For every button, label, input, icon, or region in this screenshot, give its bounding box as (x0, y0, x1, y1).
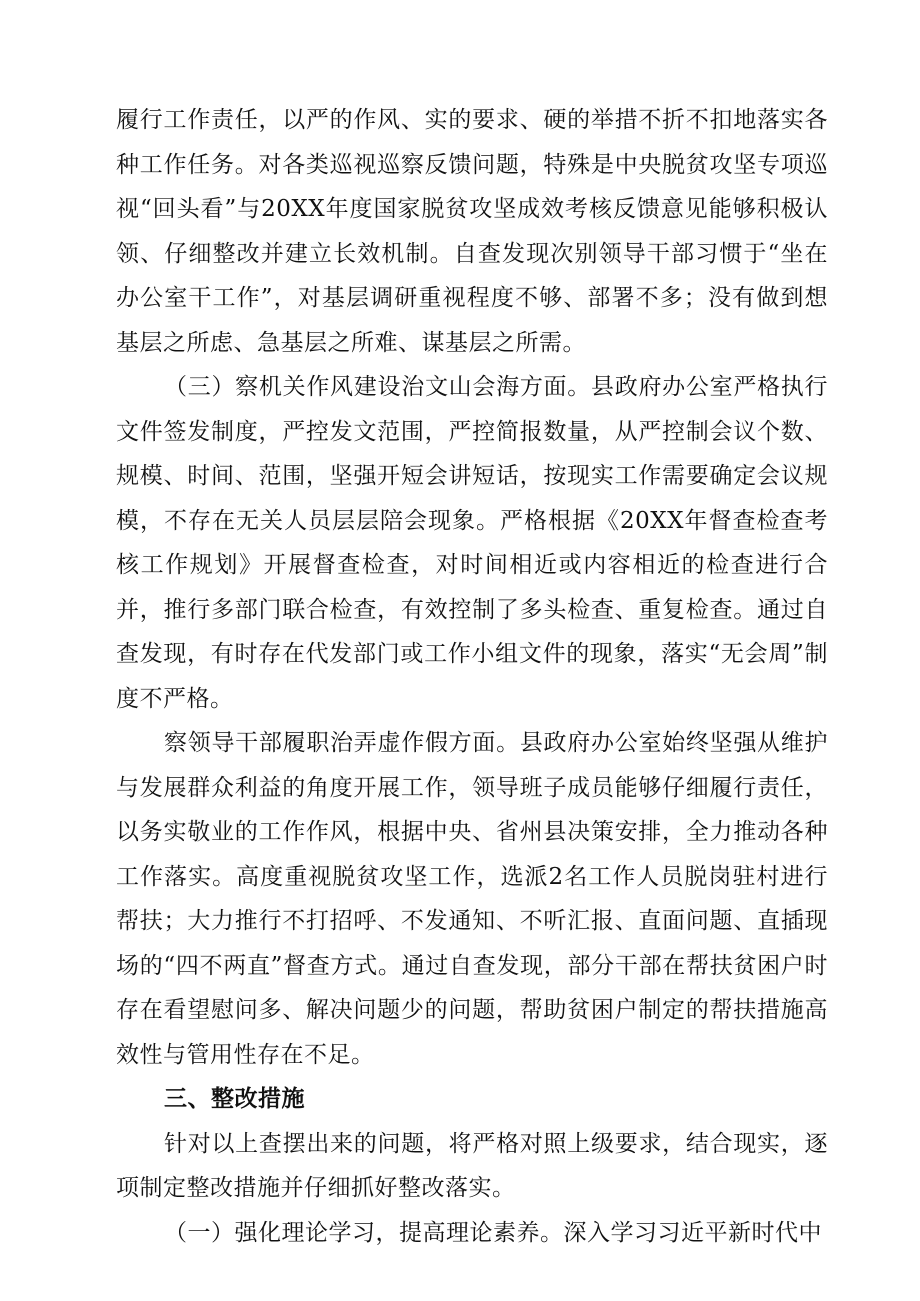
paragraph-theory-study: （一）强化理论学习，提高理论素养。深入学习习近平新时代中 (164, 1219, 822, 1246)
paragraph-responsibility: 履行工作责任，以严的作风、实的要求、硬的举措不折不扣地落实各种工作任务。对各类巡视巡察反馈问题，特殊是中央脱贫攻坚专项巡视“回头看”与20XX年度国家脱贫攻坚成效考核反馈意见能够积极认领、仔细整改并建立长效机制。自查发现次别领导干部习惯于“坐在办公室干工作”，对基层调研重视程度不够、部署不多；没有做到想基层之所虑、急基层之所难、谋基层之所需。 (116, 107, 828, 356)
document-body (116, 98, 828, 1255)
paragraph-meetings-documents: （三）察机关作风建设治文山会海方面。县政府办公室严格执行文件签发制度，严控发文范围，严控简报数量，从严控制会议个数、规模、时间、范围，坚强开短会讲短话，按现实工作需要确定会议规模，不存在无关人员层层陪会现象。严格根据《20XX年督查检查考核工作规划》开展督查检查，对时间相近或内容相近的检查进行合并，推行多部门联合检查，有效控制了多头检查、重复检查。通过自查发现，有时存在代发部门或工作小组文件的现象，落实“无会周”制度不严格。 (116, 374, 828, 712)
section-heading-rectification: 三、整改措施 (164, 1086, 305, 1112)
paragraph-rectification-intro: 针对以上查摆出来的问题，将严格对照上级要求，结合现实，逐项制定整改措施并仔细抓好整改落实。 (116, 1130, 828, 1201)
paragraph-leadership-duties: 察领导干部履职治弄虚作假方面。县政府办公室始终坚强从维护与发展群众利益的角度开展工作，领导班子成员能够仔细履行责任，以务实敬业的工作作风，根据中央、省州县决策安排，全力推动各种工作落实。高度重视脱贫攻坚工作，选派2名工作人员脱岗驻村进行帮扶；大力推行不打招呼、不发通知、不听汇报、直面问题、直插现场的“四不两直”督查方式。通过自查发现，部分干部在帮扶贫困户时存在看望慰问多、解决问题少的问题，帮助贫困户制定的帮扶措施高效性与管用性存在不足。 (116, 730, 828, 1068)
